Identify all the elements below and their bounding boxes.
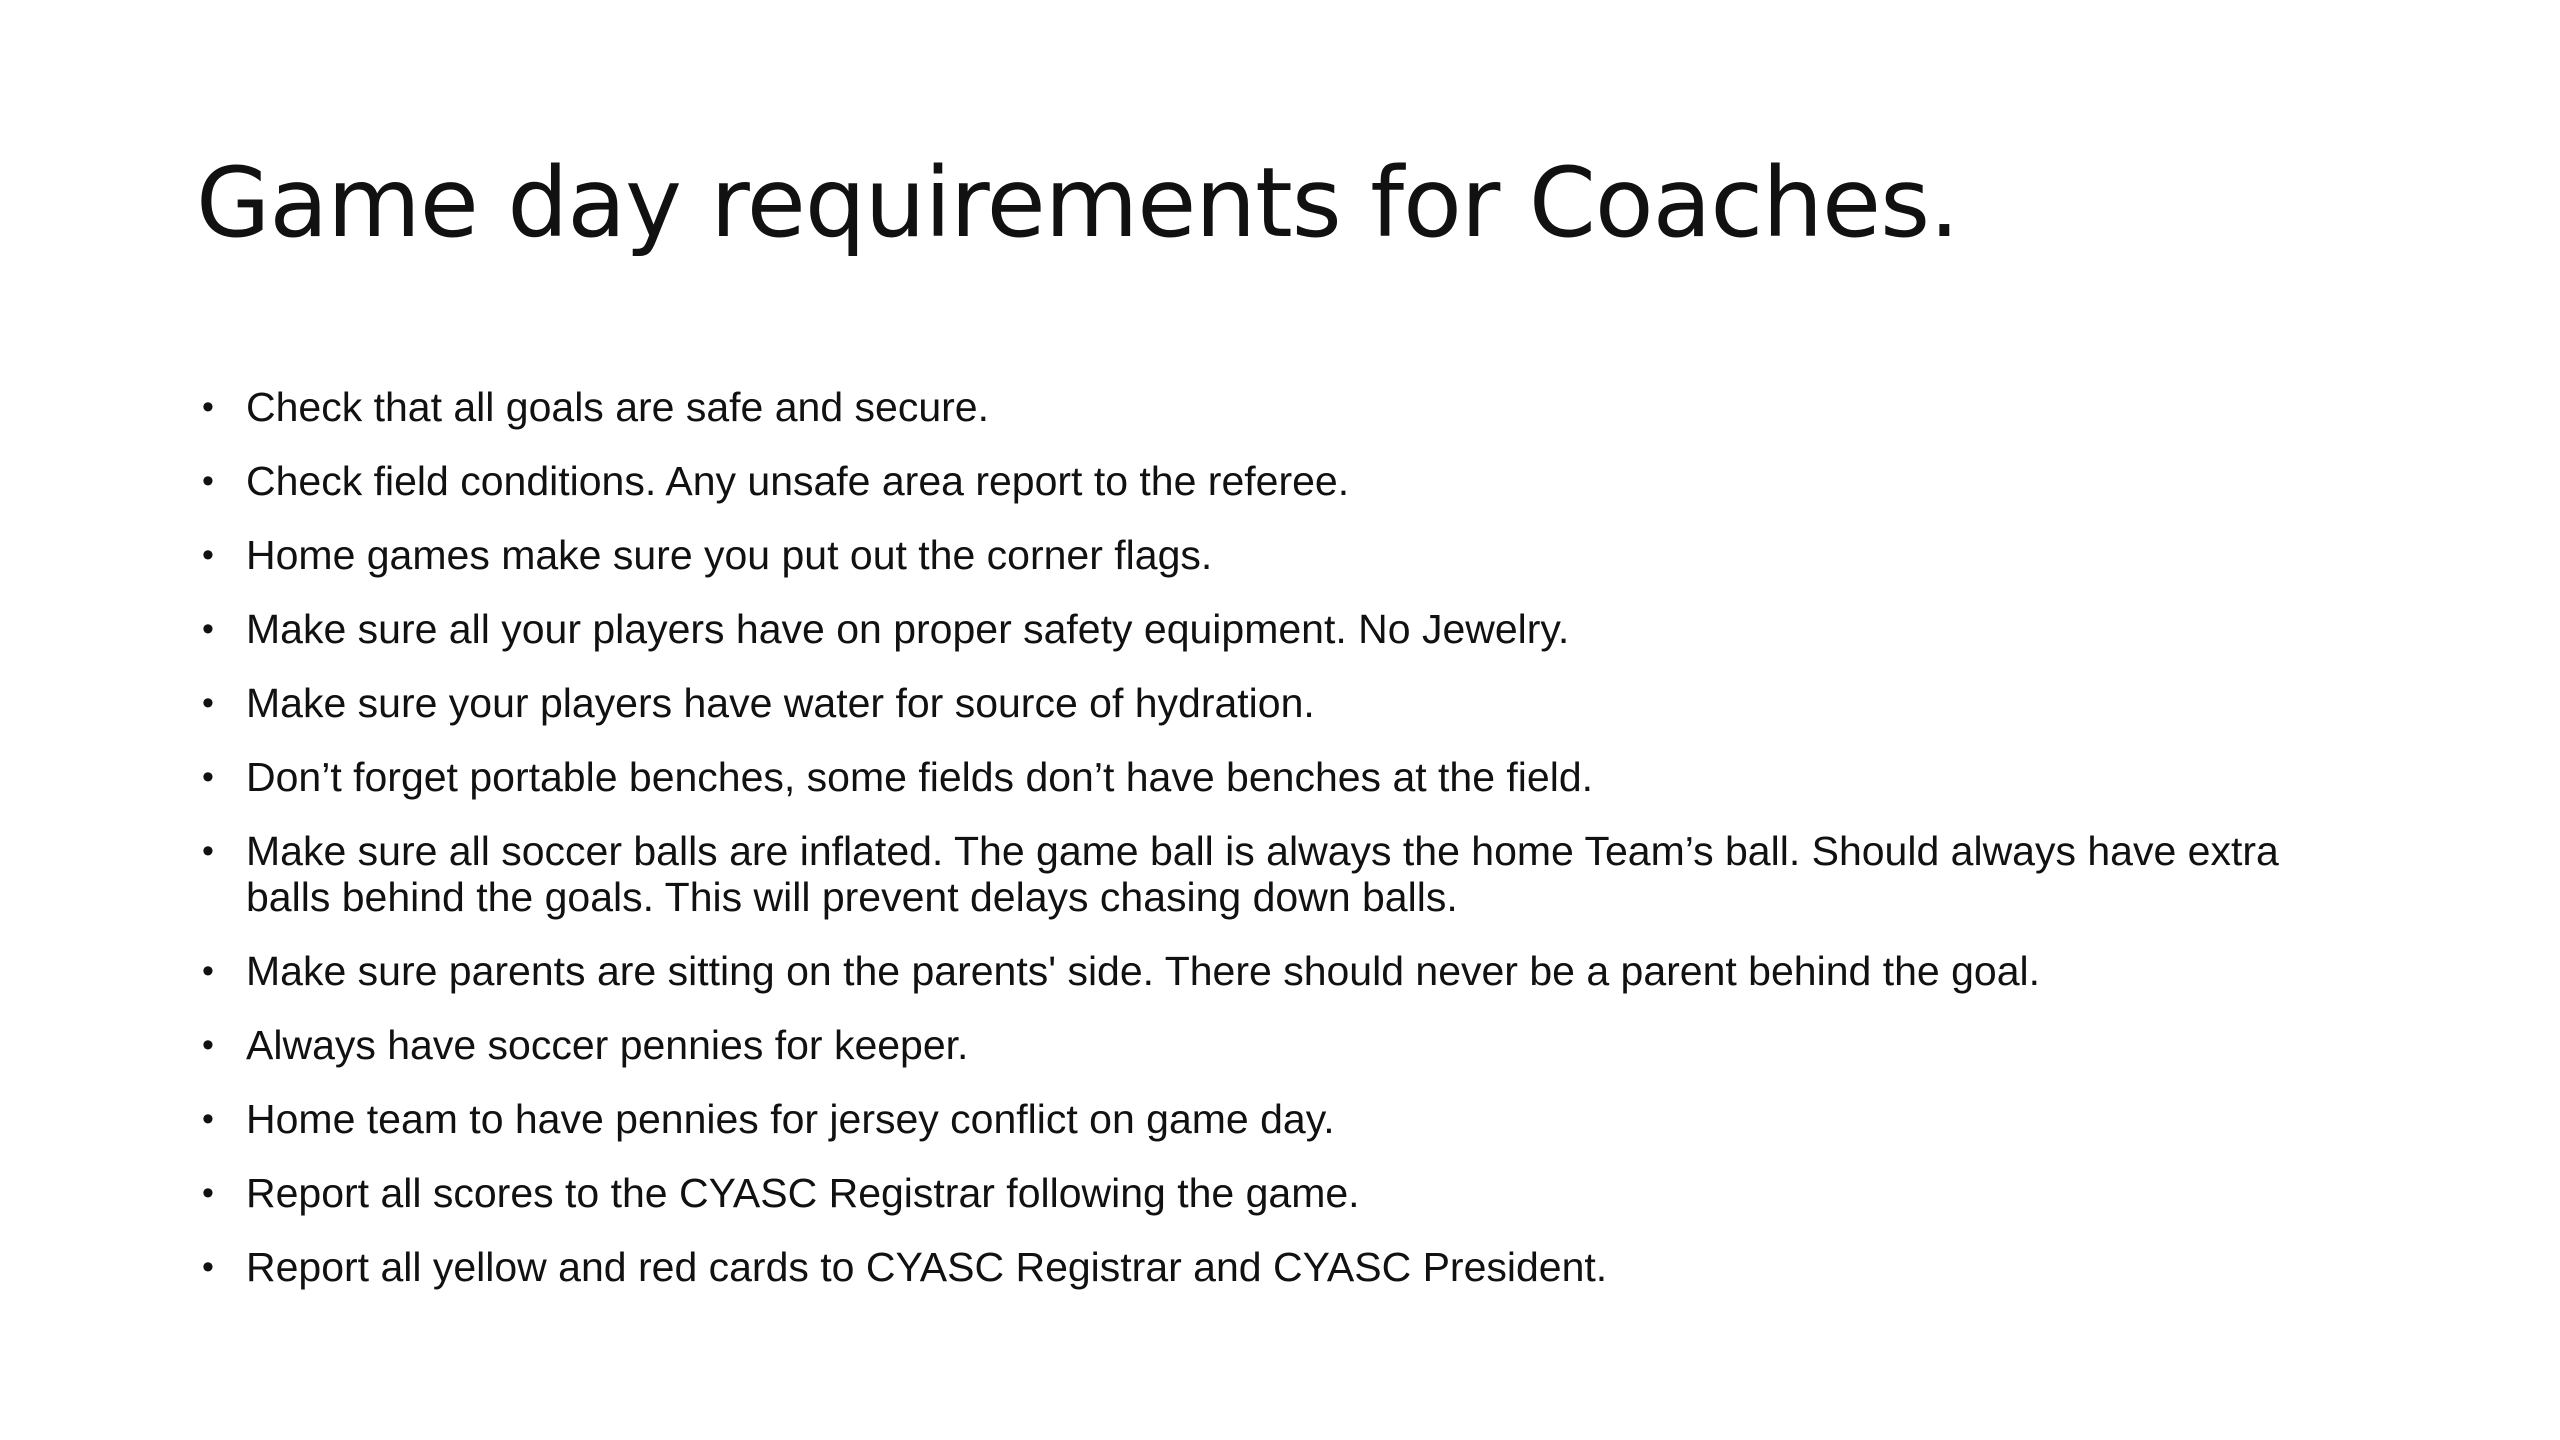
bullet-icon: • (202, 1248, 214, 1286)
bullet-item (196, 680, 2356, 726)
bullet-item (196, 1022, 2356, 1068)
bullet-icon: • (202, 462, 214, 500)
bullet-text: Always have soccer pennies for keeper. (246, 1022, 969, 1068)
bullet-item (196, 384, 2356, 430)
bullet-item (196, 754, 2356, 800)
bullet-text: Don’t forget portable benches, some fields don’t have benches at the field. (246, 754, 1594, 800)
bullet-list (196, 384, 2356, 1318)
bullet-item (196, 828, 2356, 920)
slide-title: Game day requirements for Coaches. (196, 147, 1959, 259)
bullet-text: Check that all goals are safe and secure. (246, 384, 989, 430)
bullet-text: Report all scores to the CYASC Registrar following the game. (246, 1170, 1360, 1216)
bullet-icon: • (202, 610, 214, 648)
bullet-text: Make sure your players have water for source of hydration. (246, 680, 1315, 726)
bullet-icon: • (202, 952, 214, 990)
bullet-icon: • (202, 1174, 214, 1212)
bullet-item (196, 458, 2356, 504)
bullet-item (196, 532, 2356, 578)
bullet-text: Home team to have pennies for jersey conflict on game day. (246, 1096, 1335, 1142)
bullet-item (196, 606, 2356, 652)
bullet-text: Report all yellow and red cards to CYASC Registrar and CYASC President. (246, 1244, 1608, 1290)
bullet-icon: • (202, 758, 214, 796)
bullet-text: Make sure all your players have on proper safety equipment. No Jewelry. (246, 606, 1570, 652)
bullet-icon: • (202, 684, 214, 722)
bullet-icon: • (202, 832, 214, 870)
bullet-text: Home games make sure you put out the corner flags. (246, 532, 1213, 578)
bullet-item (196, 1170, 2356, 1216)
bullet-icon: • (202, 1100, 214, 1138)
bullet-item (196, 1096, 2356, 1142)
bullet-text: Make sure all soccer balls are inflated. The game ball is always the home Team’s ball. Should always have extra balls behind the goals. This will prevent delays chasing down balls. (246, 828, 2279, 920)
bullet-icon: • (202, 536, 214, 574)
bullet-item (196, 1244, 2356, 1290)
bullet-icon: • (202, 1026, 214, 1064)
bullet-icon: • (202, 388, 214, 426)
bullet-item (196, 948, 2356, 994)
bullet-text: Make sure parents are sitting on the parents' side. There should never be a parent behind the goal. (246, 948, 2040, 994)
bullet-text: Check field conditions. Any unsafe area report to the referee. (246, 458, 1350, 504)
